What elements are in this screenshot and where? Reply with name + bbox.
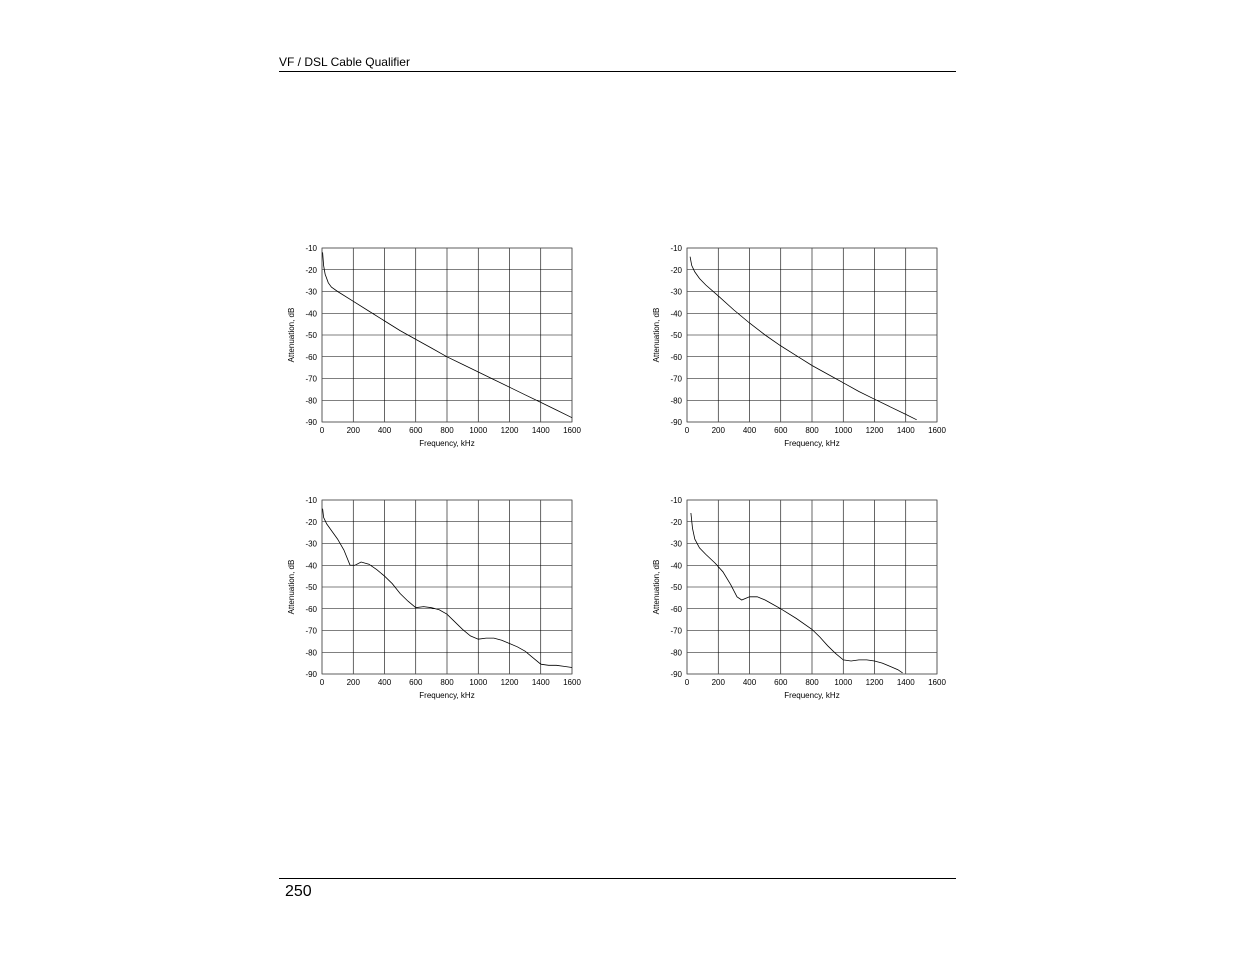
attenuation-chart-bottom-right xyxy=(645,492,965,707)
y-tick-label: -90 xyxy=(305,418,317,427)
y-tick-label: -80 xyxy=(670,648,682,658)
x-tick-label: 1000 xyxy=(469,426,488,435)
y-axis-label: Attenuation, dB xyxy=(652,307,661,363)
x-tick-label: 1400 xyxy=(531,678,550,687)
x-tick-label: 1200 xyxy=(500,426,519,435)
x-tick-label: 400 xyxy=(377,426,392,435)
x-tick-label: 600 xyxy=(774,426,788,435)
y-tick-label: -60 xyxy=(670,352,682,362)
x-tick-label: 0 xyxy=(319,426,325,435)
x-tick-label: 0 xyxy=(684,426,690,435)
y-tick-label: -40 xyxy=(305,561,317,571)
y-tick-label: -60 xyxy=(305,604,317,614)
attenuation-chart-top-left xyxy=(280,240,600,455)
page-number: 250 xyxy=(285,883,312,900)
y-tick-label: -40 xyxy=(670,561,682,571)
y-tick-label: -30 xyxy=(670,539,682,549)
x-tick-label: 1200 xyxy=(500,678,519,687)
y-axis-label: Attenuation, dB xyxy=(287,559,296,615)
attenuation-curve xyxy=(690,257,917,420)
y-tick-label: -10 xyxy=(670,496,682,505)
x-tick-label: 200 xyxy=(346,678,360,687)
y-tick-label: -30 xyxy=(305,539,317,549)
x-tick-label: 600 xyxy=(409,678,423,687)
y-tick-label: -70 xyxy=(670,626,682,636)
y-tick-label: -20 xyxy=(670,517,682,527)
x-tick-label: 800 xyxy=(805,678,819,687)
y-tick-label: -20 xyxy=(305,517,317,527)
y-tick-label: -10 xyxy=(670,244,682,253)
x-tick-label: 1400 xyxy=(531,426,550,435)
y-tick-label: -70 xyxy=(305,626,317,636)
x-tick-label: 800 xyxy=(440,426,454,435)
x-tick-label: 200 xyxy=(346,426,360,435)
x-tick-label: 1400 xyxy=(896,426,915,435)
attenuation-chart-bottom-left xyxy=(280,492,600,707)
x-tick-label: 600 xyxy=(774,678,788,687)
y-axis-label: Attenuation, dB xyxy=(287,307,296,363)
y-tick-label: -80 xyxy=(670,396,682,406)
y-tick-label: -90 xyxy=(670,418,682,427)
header-rule xyxy=(279,71,956,72)
x-axis-label: Frequency, kHz xyxy=(419,691,475,700)
y-tick-label: -40 xyxy=(305,309,317,319)
x-tick-label: 1200 xyxy=(865,678,884,687)
x-tick-label: 200 xyxy=(711,678,725,687)
x-tick-label: 200 xyxy=(711,426,725,435)
x-tick-label: 1600 xyxy=(928,678,946,687)
x-axis-label: Frequency, kHz xyxy=(784,691,840,700)
x-tick-label: 400 xyxy=(742,426,757,435)
x-axis-label: Frequency, kHz xyxy=(419,439,475,448)
x-tick-label: 400 xyxy=(742,678,757,687)
y-tick-label: -10 xyxy=(305,244,317,253)
y-tick-label: -50 xyxy=(305,331,317,340)
x-tick-label: 1600 xyxy=(563,426,581,435)
attenuation-chart-top-right xyxy=(645,240,965,455)
x-tick-label: 1000 xyxy=(834,678,853,687)
x-tick-label: 0 xyxy=(319,678,325,687)
y-axis-label: Attenuation, dB xyxy=(652,559,661,615)
y-tick-label: -50 xyxy=(670,331,682,340)
y-tick-label: -70 xyxy=(670,374,682,384)
footer-rule xyxy=(279,878,956,879)
y-tick-label: -80 xyxy=(305,396,317,406)
y-tick-label: -50 xyxy=(670,583,682,592)
x-tick-label: 600 xyxy=(409,426,423,435)
x-tick-label: 1600 xyxy=(563,678,581,687)
attenuation-curve xyxy=(691,513,903,673)
x-tick-label: 800 xyxy=(440,678,454,687)
y-tick-label: -90 xyxy=(305,670,317,679)
x-axis-label: Frequency, kHz xyxy=(784,439,840,448)
x-tick-label: 1000 xyxy=(469,678,488,687)
y-tick-label: -90 xyxy=(670,670,682,679)
y-tick-label: -30 xyxy=(305,287,317,297)
y-tick-label: -30 xyxy=(670,287,682,297)
x-tick-label: 1400 xyxy=(896,678,915,687)
y-tick-label: -50 xyxy=(305,583,317,592)
y-tick-label: -70 xyxy=(305,374,317,384)
x-tick-label: 1600 xyxy=(928,426,946,435)
y-tick-label: -20 xyxy=(305,265,317,275)
x-tick-label: 0 xyxy=(684,678,690,687)
x-tick-label: 800 xyxy=(805,426,819,435)
y-tick-label: -80 xyxy=(305,648,317,658)
x-tick-label: 1200 xyxy=(865,426,884,435)
x-tick-label: 1000 xyxy=(834,426,853,435)
page-header: VF / DSL Cable Qualifier xyxy=(279,55,410,69)
y-tick-label: -20 xyxy=(670,265,682,275)
y-tick-label: -60 xyxy=(305,352,317,362)
y-tick-label: -40 xyxy=(670,309,682,319)
y-tick-label: -60 xyxy=(670,604,682,614)
x-tick-label: 400 xyxy=(377,678,392,687)
y-tick-label: -10 xyxy=(305,496,317,505)
